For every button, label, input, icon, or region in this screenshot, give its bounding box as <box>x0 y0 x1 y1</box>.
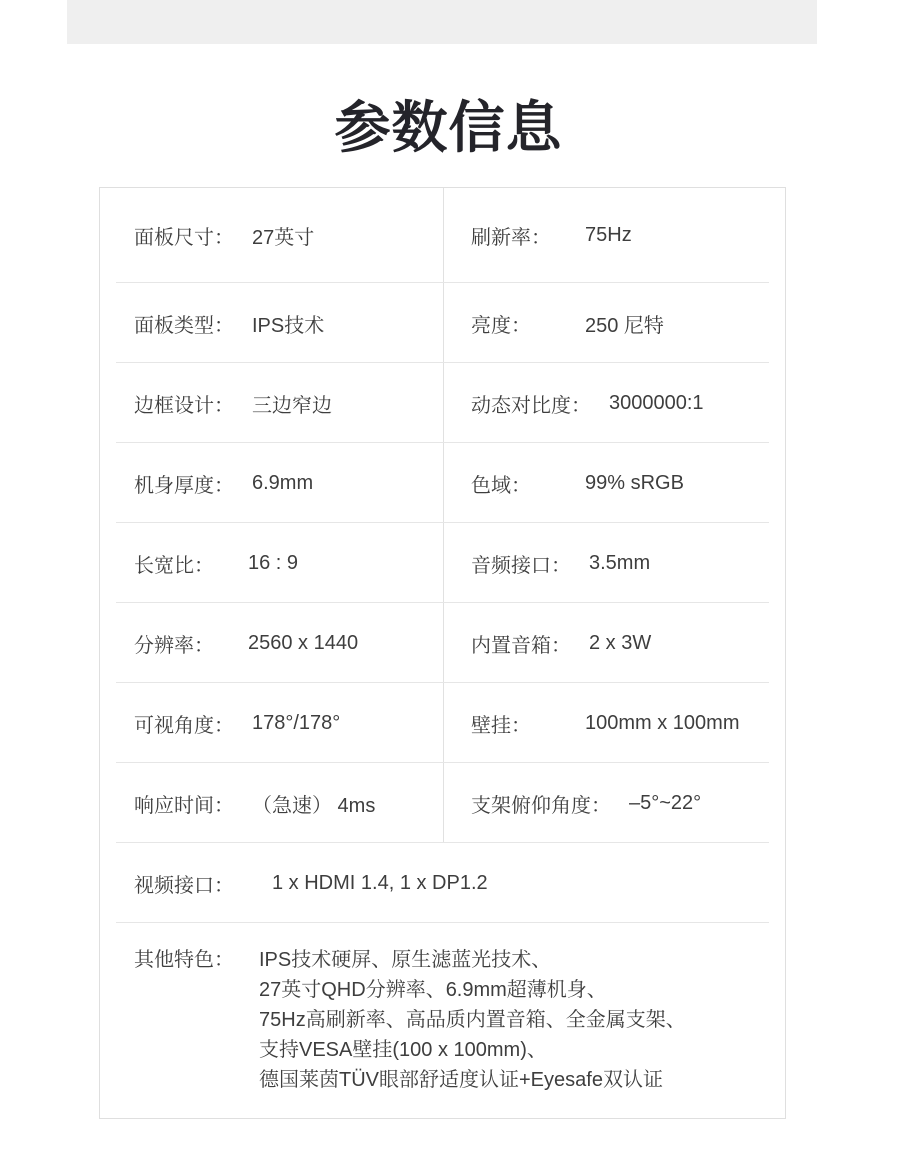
spec-label: 支架俯仰角度： <box>471 794 611 817</box>
spec-cell-left <box>100 363 444 443</box>
spec-cell-right <box>444 523 785 603</box>
spec-cell-left <box>100 443 444 523</box>
spec-cell-right <box>444 603 785 683</box>
spec-label: 亮度： <box>471 314 531 337</box>
spec-cell-left <box>100 188 444 283</box>
spec-cell-left <box>100 523 444 603</box>
spec-row <box>100 763 785 843</box>
spec-value: 2 x 3W <box>589 631 652 654</box>
spec-value: 250 尼特 <box>585 314 664 337</box>
spec-value: IPS技术 <box>252 314 325 337</box>
spec-cell-right <box>444 443 785 523</box>
spec-value: 6.9mm <box>252 471 314 494</box>
spec-cell-right <box>444 683 785 763</box>
spec-value: 75Hz <box>585 224 632 246</box>
spec-value: 27英寸 <box>252 227 315 249</box>
spec-value: 178°/178° <box>252 711 341 734</box>
spec-value: 2560 x 1440 <box>248 631 359 654</box>
spec-label: 分辨率： <box>134 634 214 657</box>
spec-row <box>100 188 785 283</box>
spec-label: 面板类型： <box>134 314 234 337</box>
feature-line: 75Hz高刷新率、高品质内置音箱、全金属支架、 <box>259 1009 686 1031</box>
feature-line: 支持VESA壁挂(100 x 100mm)、 <box>259 1039 547 1061</box>
spec-cell-left <box>100 683 444 763</box>
spec-value: 99% sRGB <box>585 471 684 494</box>
spec-value: 100mm x 100mm <box>585 711 740 734</box>
top-banner <box>67 0 817 44</box>
spec-cell-left <box>100 603 444 683</box>
spec-value: 三边窄边 <box>252 394 332 417</box>
page-title: 参数信息 <box>334 96 563 159</box>
spec-row-other-features <box>100 923 785 1118</box>
spec-label: 刷新率： <box>471 227 551 249</box>
spec-label: 内置音箱： <box>471 634 571 657</box>
spec-value: （急速） 4ms <box>252 794 376 817</box>
spec-label: 长宽比： <box>134 554 214 577</box>
spec-label: 其他特色： <box>134 949 234 971</box>
spec-label: 边框设计： <box>134 394 234 417</box>
spec-label: 壁挂： <box>471 714 531 737</box>
spec-paired-rows <box>100 188 785 843</box>
spec-cell-right <box>444 188 785 283</box>
spec-cell-left <box>100 283 444 363</box>
feature-line: IPS技术硬屏、原生滤蓝光技术、 <box>259 949 552 971</box>
spec-label: 响应时间： <box>134 794 234 817</box>
spec-table <box>99 187 786 1119</box>
spec-row <box>100 603 785 683</box>
spec-label: 视频接口： <box>134 874 234 897</box>
spec-value: 3.5mm <box>589 551 651 574</box>
spec-row <box>100 683 785 763</box>
spec-label: 动态对比度： <box>471 394 591 417</box>
spec-cell-left <box>100 763 444 843</box>
spec-label: 可视角度： <box>134 714 234 737</box>
spec-cell-right <box>444 763 785 843</box>
spec-value: –5°~22° <box>629 791 702 814</box>
spec-cell-right <box>444 363 785 443</box>
spec-label: 机身厚度： <box>134 474 234 497</box>
spec-row <box>100 523 785 603</box>
spec-cell-right <box>444 283 785 363</box>
spec-label: 音频接口： <box>471 554 571 577</box>
spec-label: 色域： <box>471 474 531 497</box>
spec-value: 1 x HDMI 1.4, 1 x DP1.2 <box>272 871 488 894</box>
spec-label: 面板尺寸： <box>134 227 234 249</box>
spec-row-video-ports <box>100 843 785 923</box>
feature-line: 德国莱茵TÜV眼部舒适度认证+Eyesafe双认证 <box>259 1069 663 1091</box>
spec-value: 16 : 9 <box>248 551 299 574</box>
spec-row <box>100 363 785 443</box>
spec-value: 3000000:1 <box>609 391 704 414</box>
feature-line: 27英寸QHD分辨率、6.9mm超薄机身、 <box>259 979 607 1001</box>
spec-row <box>100 283 785 363</box>
feature-lines <box>259 945 765 1095</box>
spec-row <box>100 443 785 523</box>
